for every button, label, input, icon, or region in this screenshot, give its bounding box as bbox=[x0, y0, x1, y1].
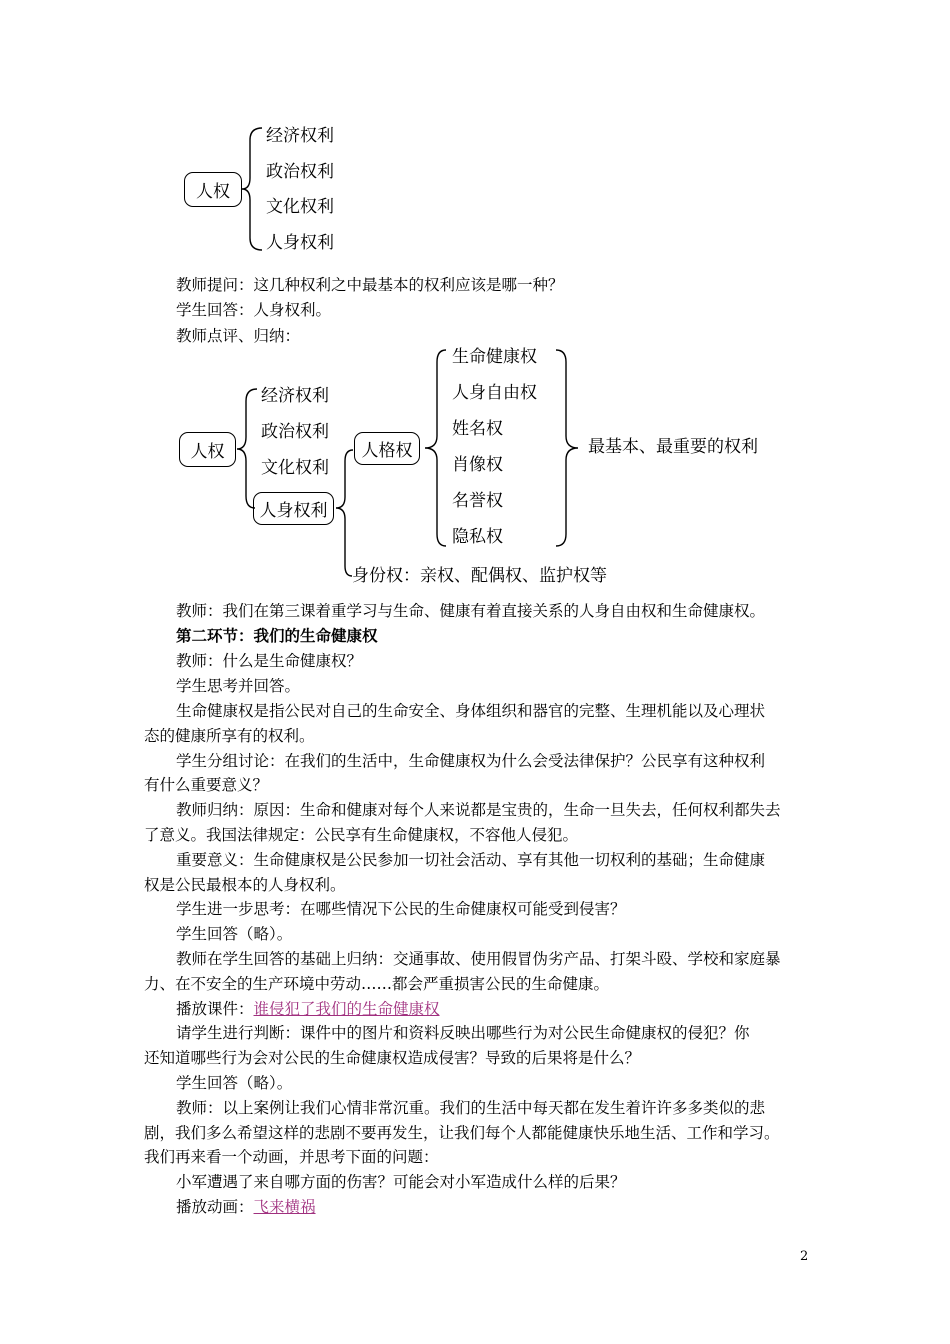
personality-item: 肖像权 bbox=[452, 455, 503, 475]
paragraph-cont: 剧，我们多么希望这样的悲剧不要再发生，让我们每个人都能健康快乐地生活、工作和学习。 bbox=[144, 1124, 780, 1142]
right-item-economic: 经济权利 bbox=[266, 126, 334, 146]
paragraph: 学生进一步思考：在哪些情况下公民的生命健康权可能受到侵害？ bbox=[176, 900, 626, 918]
paragraph: 教师点评、归纳： bbox=[176, 327, 301, 345]
paragraph: 教师：以上案例让我们心情非常沉重。我们的生活中每天都在发生着许许多多类似的悲 bbox=[176, 1099, 766, 1117]
paragraph: 学生分组讨论：在我们的生活中，生命健康权为什么会受法律保护？公民享有这种权利 bbox=[176, 752, 766, 770]
paragraph-cont: 有什么重要意义？ bbox=[144, 776, 269, 794]
paragraph-cont: 力、在不安全的生产环境中劳动……都会严重损害公民的生命健康。 bbox=[144, 975, 610, 993]
personal-rights-label: 人身权利 bbox=[259, 501, 328, 521]
paragraph: 教师：我们在第三课着重学习与生命、健康有着直接关系的人身自由权和生命健康权。 bbox=[176, 602, 766, 620]
paragraph: 小军遭遇了来自哪方面的伤害？可能会对小军造成什么样的后果？ bbox=[176, 1173, 626, 1191]
root-label: 人权 bbox=[190, 442, 225, 462]
right-item-economic: 经济权利 bbox=[261, 386, 329, 406]
root-label: 人权 bbox=[196, 182, 230, 202]
right-item-political: 政治权利 bbox=[266, 162, 334, 182]
paragraph: 教师提问：这几种权利之中最基本的权利应该是哪一种？ bbox=[176, 276, 564, 294]
paragraph-cont: 还知道哪些行为会对公民的生命健康权造成侵害？导致的后果将是什么？ bbox=[144, 1049, 641, 1067]
paragraph: 请学生进行判断：课件中的图片和资料反映出哪些行为对公民生命健康权的侵犯？你 bbox=[176, 1024, 750, 1042]
right-item-cultural: 文化权利 bbox=[261, 458, 329, 478]
paragraph: 教师在学生回答的基础上归纳：交通事故、使用假冒伪劣产品、打架斗殴、学校和家庭暴 bbox=[176, 950, 781, 968]
paragraph-cont: 权是公民最根本的人身权利。 bbox=[144, 876, 346, 894]
braces-diagram2 bbox=[0, 0, 950, 620]
identity-rights: 身份权：亲权、配偶权、监护权等 bbox=[352, 566, 607, 586]
right-item-political: 政治权利 bbox=[261, 422, 329, 442]
personality-item: 生命健康权 bbox=[452, 347, 537, 367]
paragraph: 重要意义：生命健康权是公民参加一切社会活动、享有其他一切权利的基础；生命健康 bbox=[176, 851, 766, 869]
courseware-label: 播放课件： bbox=[176, 1000, 254, 1018]
animation-link[interactable]: 飞来横祸 bbox=[253, 1198, 316, 1216]
courseware-line bbox=[176, 1000, 440, 1018]
paragraph-cont: 态的健康所享有的权利。 bbox=[144, 727, 315, 745]
personality-item: 姓名权 bbox=[452, 419, 503, 439]
animation-line bbox=[176, 1198, 316, 1216]
personality-item: 隐私权 bbox=[452, 527, 503, 547]
paragraph: 学生回答：人身权利。 bbox=[176, 301, 332, 319]
animation-label: 播放动画： bbox=[176, 1198, 254, 1216]
right-item-cultural: 文化权利 bbox=[266, 197, 334, 217]
personality-item: 人身自由权 bbox=[452, 383, 537, 403]
section-heading: 第二环节：我们的生命健康权 bbox=[176, 626, 378, 645]
note-most-basic: 最基本、最重要的权利 bbox=[588, 437, 758, 457]
paragraph-cont: 我们再来看一个动画，并思考下面的问题： bbox=[144, 1148, 439, 1166]
paragraph: 学生思考并回答。 bbox=[176, 677, 301, 695]
personality-item: 名誉权 bbox=[452, 491, 503, 511]
courseware-link[interactable]: 谁侵犯了我们的生命健康权 bbox=[253, 1000, 440, 1018]
paragraph: 学生回答（略）。 bbox=[176, 925, 293, 943]
paragraph: 教师归纳：原因：生命和健康对每个人来说都是宝贵的，生命一旦失去，任何权利都失去 bbox=[176, 801, 781, 819]
right-item-personal: 人身权利 bbox=[266, 233, 334, 253]
paragraph-cont: 了意义。我国法律规定：公民享有生命健康权，不容他人侵犯。 bbox=[144, 826, 579, 844]
paragraph: 生命健康权是指公民对自己的生命安全、身体组织和器官的完整、生理机能以及心理状 bbox=[176, 702, 766, 720]
page-number: 2 bbox=[800, 1249, 809, 1264]
paragraph: 学生回答（略）。 bbox=[176, 1074, 293, 1092]
personality-rights-label: 人格权 bbox=[361, 441, 413, 461]
paragraph: 教师：什么是生命健康权？ bbox=[176, 652, 363, 670]
